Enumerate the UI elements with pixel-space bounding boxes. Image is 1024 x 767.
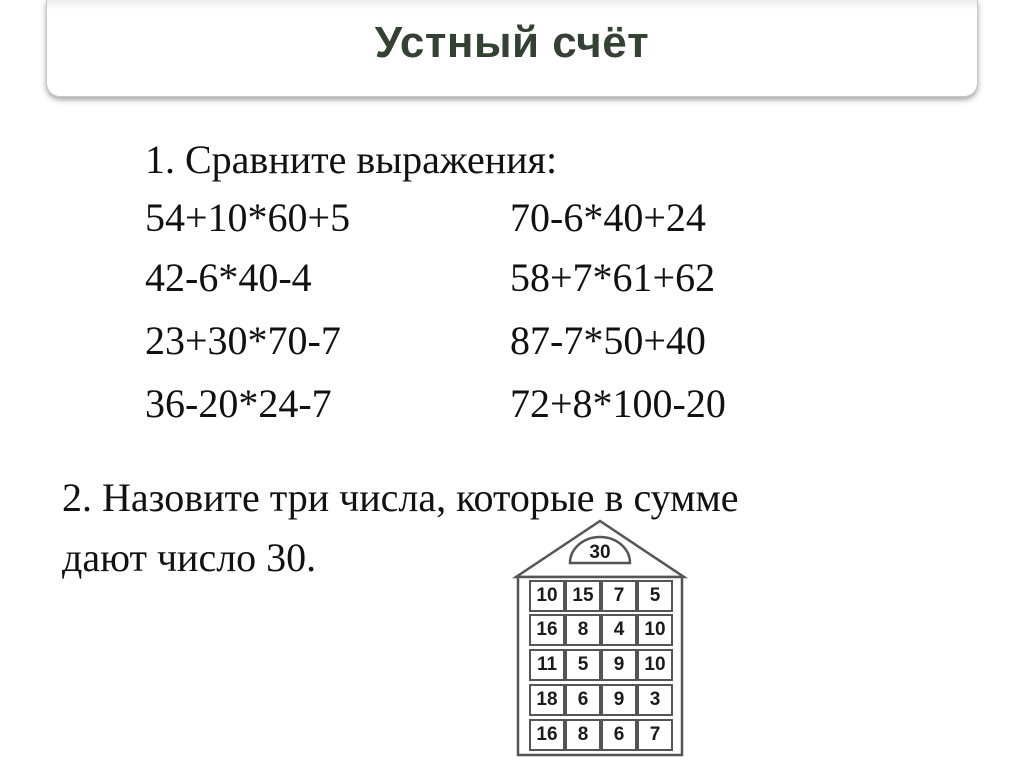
expression-left-4: 36-20*24-7 bbox=[145, 381, 332, 426]
expression-right-4: 72+8*100-20 bbox=[510, 381, 726, 426]
grid-cell: 9 bbox=[613, 689, 625, 710]
grid-cell: 18 bbox=[536, 689, 558, 710]
grid-cell: 10 bbox=[644, 654, 666, 675]
grid-cell: 8 bbox=[577, 619, 589, 640]
grid-cell: 6 bbox=[577, 689, 589, 710]
grid-cell: 6 bbox=[613, 724, 625, 745]
title-bar bbox=[46, 0, 978, 97]
grid-cell: 11 bbox=[536, 654, 558, 675]
grid-cell: 15 bbox=[572, 585, 594, 606]
roof-number: 30 bbox=[589, 542, 611, 563]
grid-cell: 3 bbox=[649, 689, 661, 710]
expression-right-3: 87-7*50+40 bbox=[510, 318, 706, 363]
grid-cell: 16 bbox=[536, 619, 558, 640]
grid-cell: 10 bbox=[536, 585, 558, 606]
expression-right-1: 70-6*40+24 bbox=[510, 195, 706, 240]
task2-line-2: дают число 30. bbox=[62, 535, 317, 580]
task2-line-1: 2. Назовите три числа, которые в сумме bbox=[62, 475, 739, 520]
expression-left-1: 54+10*60+5 bbox=[145, 195, 351, 240]
grid-cell: 5 bbox=[649, 585, 661, 606]
grid-cell: 4 bbox=[613, 619, 625, 640]
task1-heading: 1. Сравните выражения: bbox=[145, 137, 558, 182]
grid-cell: 7 bbox=[649, 724, 661, 745]
grid-cell: 10 bbox=[644, 619, 666, 640]
house-puzzle bbox=[512, 517, 688, 757]
grid-cell: 7 bbox=[613, 585, 625, 606]
grid-cell: 8 bbox=[577, 724, 589, 745]
grid-cell: 16 bbox=[536, 724, 558, 745]
expression-left-3: 23+30*70-7 bbox=[145, 318, 341, 363]
expression-right-2: 58+7*61+62 bbox=[510, 255, 716, 300]
grid-cell: 9 bbox=[613, 654, 625, 675]
expression-left-2: 42-6*40-4 bbox=[145, 255, 312, 300]
grid-cell: 5 bbox=[577, 654, 589, 675]
slide-title: Устный счёт bbox=[374, 18, 650, 67]
